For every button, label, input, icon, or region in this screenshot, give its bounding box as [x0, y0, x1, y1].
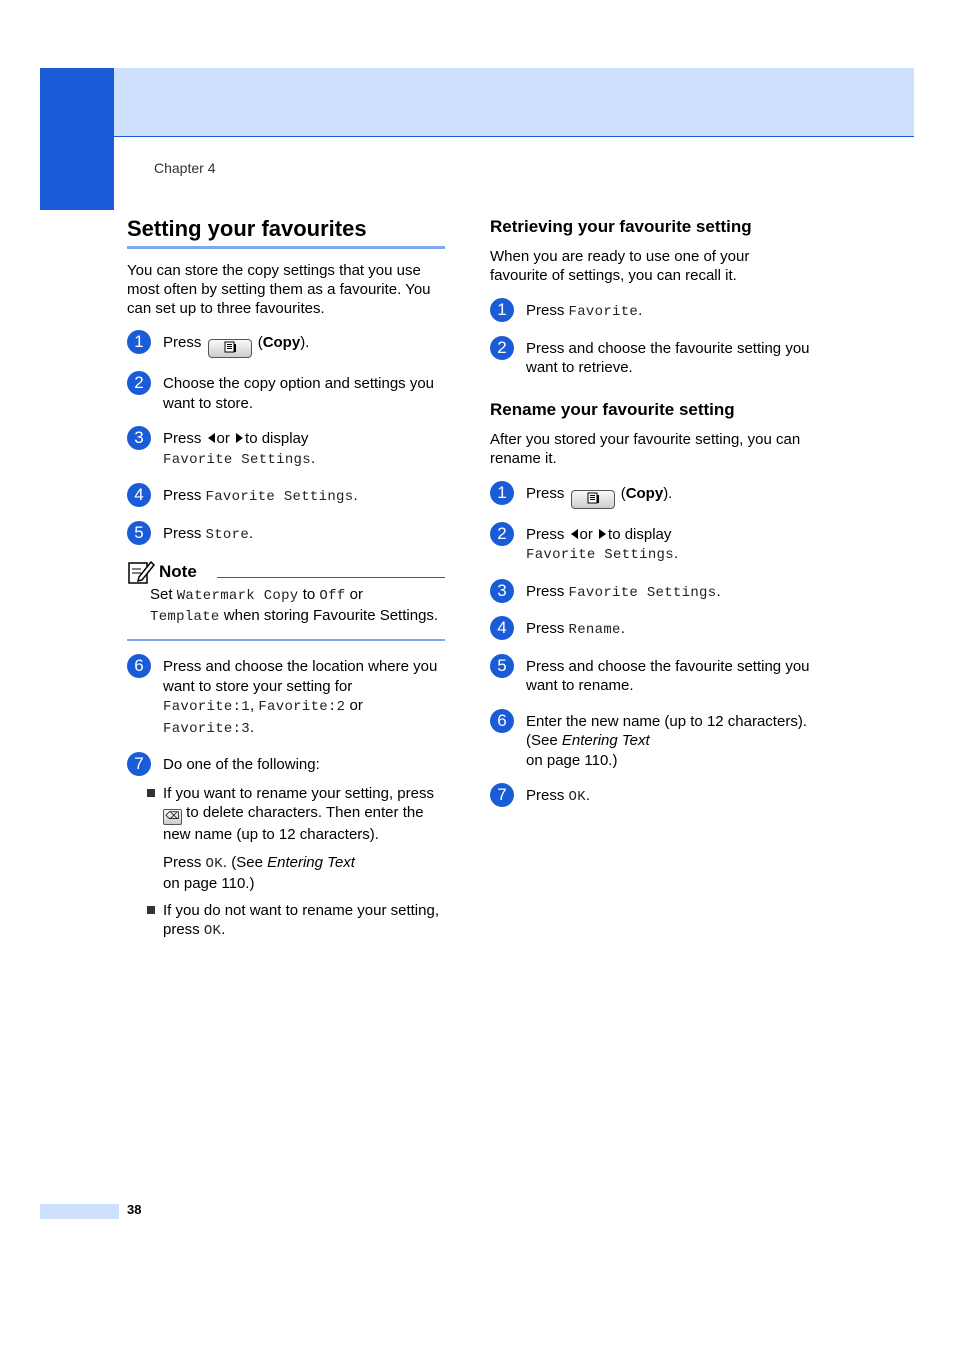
step-number: 6 [127, 654, 151, 678]
rename-step-6: 6 Enter the new name (up to 12 characters). (See Entering Text on page 110.) [490, 712, 810, 771]
step-number: 4 [490, 616, 514, 640]
retrieve-intro: When you are ready to use one of your favourite of settings, you can recall it. [490, 248, 750, 284]
intro-text: You can store the copy settings that you use most often by setting them as a favourite. You can set up to three favourites. [127, 262, 431, 317]
bullet-square-icon [147, 789, 155, 797]
right-arrow-icon [236, 433, 243, 443]
left-column [127, 215, 445, 942]
left-arrow-icon [571, 529, 578, 539]
step-number: 1 [490, 298, 514, 322]
copy-icon [586, 492, 600, 504]
copy-button[interactable] [571, 490, 615, 509]
step-5: 5 Press Store. [127, 524, 445, 546]
copy-button[interactable] [208, 339, 252, 358]
chapter-label: Chapter 4 [154, 160, 216, 176]
step-number: 3 [490, 579, 514, 603]
step-2: 2 Choose the copy option and settings you want to store. [127, 374, 445, 413]
rename-step-5: 5 Press and choose the favourite setting you want to rename. [490, 657, 810, 696]
rename-step-4: 4 Press Rename. [490, 619, 810, 641]
right-column [490, 215, 810, 808]
step-1: 1 Press (Copy). [127, 333, 445, 358]
backspace-key-icon[interactable]: ⌫ [163, 809, 182, 825]
page-number: 38 [127, 1202, 142, 1217]
rename-step-3: 3 Press Favorite Settings. [490, 582, 810, 604]
note-title: Note [159, 562, 197, 581]
note-box [127, 559, 445, 641]
step-6: 6 Press and choose the location where you want to store your setting for Favorite:1, Favorite:2 or Favorite:3. [127, 657, 445, 739]
rename-heading: Rename your favourite setting [490, 399, 735, 419]
step-4: 4 Press Favorite Settings. [127, 486, 445, 508]
header-band [40, 68, 914, 137]
right-arrow-icon [599, 529, 606, 539]
step-number: 5 [490, 654, 514, 678]
bullet-square-icon [147, 906, 155, 914]
section-title: Setting your favourites [127, 215, 445, 249]
step-7: 7 Do one of the following: [127, 755, 445, 775]
step-number: 6 [490, 709, 514, 733]
step-number: 1 [490, 481, 514, 505]
note-text: Set Watermark Copy to Off or Template when storing Favourite Settings. [150, 586, 439, 625]
step-number: 1 [127, 330, 151, 354]
rename-step-2: 2 Press or to display Favorite Settings. [490, 525, 810, 566]
note-pencil-icon [127, 559, 155, 585]
chapter-tab [40, 68, 114, 210]
step-number: 3 [127, 426, 151, 450]
rename-step-7: 7 Press OK. [490, 786, 810, 808]
rename-intro: After you stored your favourite setting, you can rename it. [490, 430, 801, 467]
retrieve-step-2: 2 Press and choose the favourite setting you want to retrieve. [490, 339, 810, 378]
retrieve-step-1: 1 Press Favorite. [490, 301, 810, 323]
step-number: 2 [490, 336, 514, 360]
step-number: 7 [127, 752, 151, 776]
copy-icon [223, 341, 237, 353]
note-rule [217, 577, 445, 578]
rename-step-1: 1 Press (Copy). [490, 484, 810, 509]
note-header [127, 559, 445, 585]
step-3: 3 Press or to display Favorite Settings. [127, 429, 445, 470]
bullet-rename: If you want to rename your setting, press ⌫ to delete characters. Then enter the new name (up to 12 characters). [104, 784, 445, 845]
step-number: 5 [127, 521, 151, 545]
bullet-no-rename: If you do not want to rename your setting, press OK. [104, 901, 445, 942]
step-number: 2 [127, 371, 151, 395]
note-end-rule [127, 639, 445, 641]
step-number: 7 [490, 783, 514, 807]
step-number: 2 [490, 522, 514, 546]
retrieve-heading: Retrieving your favourite setting [490, 217, 752, 236]
footer-bar [40, 1204, 119, 1219]
left-arrow-icon [208, 433, 215, 443]
bullet-rename-followup: Press OK. (See Entering Text on page 110.) [163, 853, 355, 892]
step-number: 4 [127, 483, 151, 507]
